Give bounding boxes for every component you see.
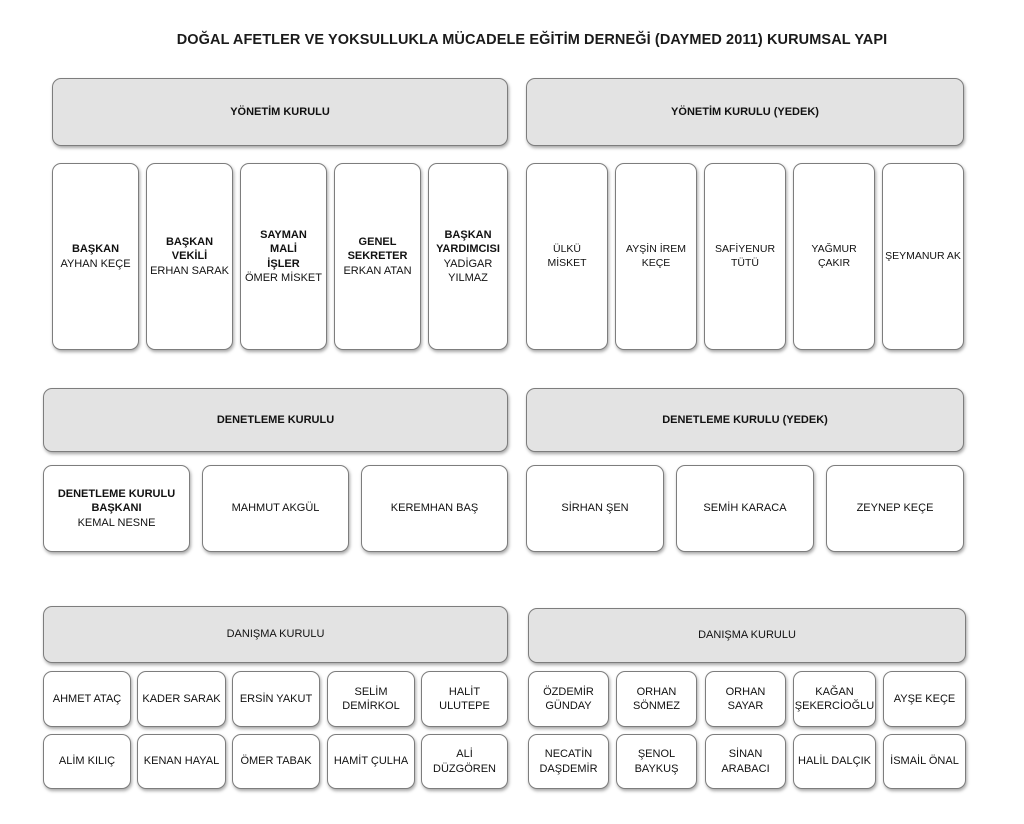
yonetim-kurulu-header <box>52 78 508 146</box>
member-name: MAHMUT AKGÜL <box>231 502 320 515</box>
member-name: ÖZDEMİR GÜNDAY <box>543 685 594 712</box>
danisma-member <box>421 734 508 789</box>
member-name: KEREMHAN BAŞ <box>390 502 479 515</box>
member-genel-sekreter <box>334 163 421 350</box>
member-name: AYŞE KEÇE <box>893 692 956 705</box>
danisma-member <box>137 734 226 789</box>
denetleme-yedek-member <box>526 465 664 552</box>
header-label: DANIŞMA KURULU <box>226 628 325 641</box>
header-label: DENETLEME KURULU (YEDEK) <box>662 413 828 426</box>
yedek-member <box>526 163 608 350</box>
member-sayman <box>240 163 327 350</box>
yonetim-kurulu-yedek-header <box>526 78 964 146</box>
denetleme-baskani <box>43 465 190 552</box>
danisma-member <box>421 671 508 727</box>
denetleme-yedek-member <box>826 465 964 552</box>
member-role: GENEL SEKRETER <box>347 236 408 263</box>
member-name: KADER SARAK <box>142 692 221 705</box>
yedek-member <box>882 163 964 350</box>
danisma-member <box>327 734 415 789</box>
member-name: ÖMER MİSKET <box>244 271 322 284</box>
member-role: SAYMAN MALİ İŞLER <box>260 228 307 270</box>
header-label: DANIŞMA KURULU <box>698 629 796 642</box>
member-name: İSMAİL ÖNAL <box>890 755 959 768</box>
danisma-member <box>793 671 876 727</box>
denetleme-member <box>202 465 349 552</box>
danisma-member <box>705 734 786 789</box>
page-title: DOĞAL AFETLER VE YOKSULLUKLA MÜCADELE EĞİTİM DERNEĞİ (DAYMED 2011) KURUMSAL YAPI <box>176 32 888 48</box>
member-name: KEMAL NESNE <box>77 516 156 529</box>
danisma-member <box>327 671 415 727</box>
member-name: ALİ DÜZGÖREN <box>433 748 496 775</box>
member-name: SİNAN ARABACI <box>721 748 770 775</box>
member-name: YADİGAR YILMAZ <box>443 257 493 284</box>
member-name: ŞENOL BAYKUŞ <box>634 748 679 775</box>
member-name: SİRHAN ŞEN <box>561 502 629 515</box>
danisma-member <box>793 734 876 789</box>
danisma-member <box>616 734 697 789</box>
denetleme-member <box>361 465 508 552</box>
member-baskan-yardimcisi <box>428 163 508 350</box>
yedek-member <box>793 163 875 350</box>
member-role: BAŞKAN VEKİLİ <box>165 236 214 263</box>
member-name: YAĞMUR ÇAKIR <box>811 242 857 269</box>
member-name: ZEYNEP KEÇE <box>856 502 934 515</box>
member-baskan <box>52 163 139 350</box>
header-label: YÖNETİM KURULU <box>230 105 330 118</box>
danisma-member <box>137 671 226 727</box>
member-name: AYHAN KEÇE <box>60 257 131 270</box>
member-name: ORHAN SÖNMEZ <box>632 685 681 712</box>
member-name: SELİM DEMİRKOL <box>342 685 400 712</box>
danisma-member <box>528 671 609 727</box>
yedek-member <box>615 163 697 350</box>
member-name: ORHAN SAYAR <box>725 685 766 712</box>
header-label: YÖNETİM KURULU (YEDEK) <box>671 105 819 118</box>
denetleme-yedek-member <box>676 465 814 552</box>
danisma-member <box>43 734 131 789</box>
member-name: ŞEYMANUR AK <box>885 249 961 262</box>
danisma-member <box>883 671 966 727</box>
member-name: ERKAN ATAN <box>343 264 412 277</box>
member-name: ÖMER TABAK <box>240 755 312 768</box>
danisma-member <box>616 671 697 727</box>
member-name: KENAN HAYAL <box>143 755 220 768</box>
member-name: NECATİN DAŞDEMİR <box>539 748 598 775</box>
member-name: KAĞAN ŞEKERCİOĞLU <box>794 685 875 712</box>
yedek-member <box>704 163 786 350</box>
danisma-member <box>705 671 786 727</box>
member-name: HAMİT ÇULHA <box>333 755 409 768</box>
member-role: BAŞKAN <box>71 243 120 256</box>
member-name: SAFİYENUR TÜTÜ <box>714 242 776 269</box>
member-name: SEMİH KARACA <box>703 502 787 515</box>
danisma-member <box>232 671 320 727</box>
danisma-member <box>883 734 966 789</box>
member-role: DENETLEME KURULU BAŞKANI <box>57 488 176 515</box>
denetleme-kurulu-header <box>43 388 508 452</box>
member-name: AYŞİN İREM KEÇE <box>626 242 686 269</box>
danisma-kurulu-header-right <box>528 608 966 663</box>
member-name: HALİL DALÇIK <box>798 755 871 768</box>
member-role: BAŞKAN YARDIMCISI <box>436 228 500 256</box>
member-name: ÜLKÜ MİSKET <box>547 242 587 269</box>
danisma-kurulu-header-left <box>43 606 508 663</box>
member-baskan-vekili <box>146 163 233 350</box>
member-name: ERSİN YAKUT <box>239 692 313 705</box>
denetleme-kurulu-yedek-header <box>526 388 964 452</box>
member-name: HALİT ULUTEPE <box>439 685 490 712</box>
member-name: ERHAN SARAK <box>150 264 229 277</box>
danisma-member <box>232 734 320 789</box>
danisma-member <box>43 671 131 727</box>
member-name: ALİM KILIÇ <box>58 755 116 768</box>
header-label: DENETLEME KURULU <box>216 413 335 426</box>
danisma-member <box>528 734 609 789</box>
member-name: AHMET ATAÇ <box>52 692 122 705</box>
